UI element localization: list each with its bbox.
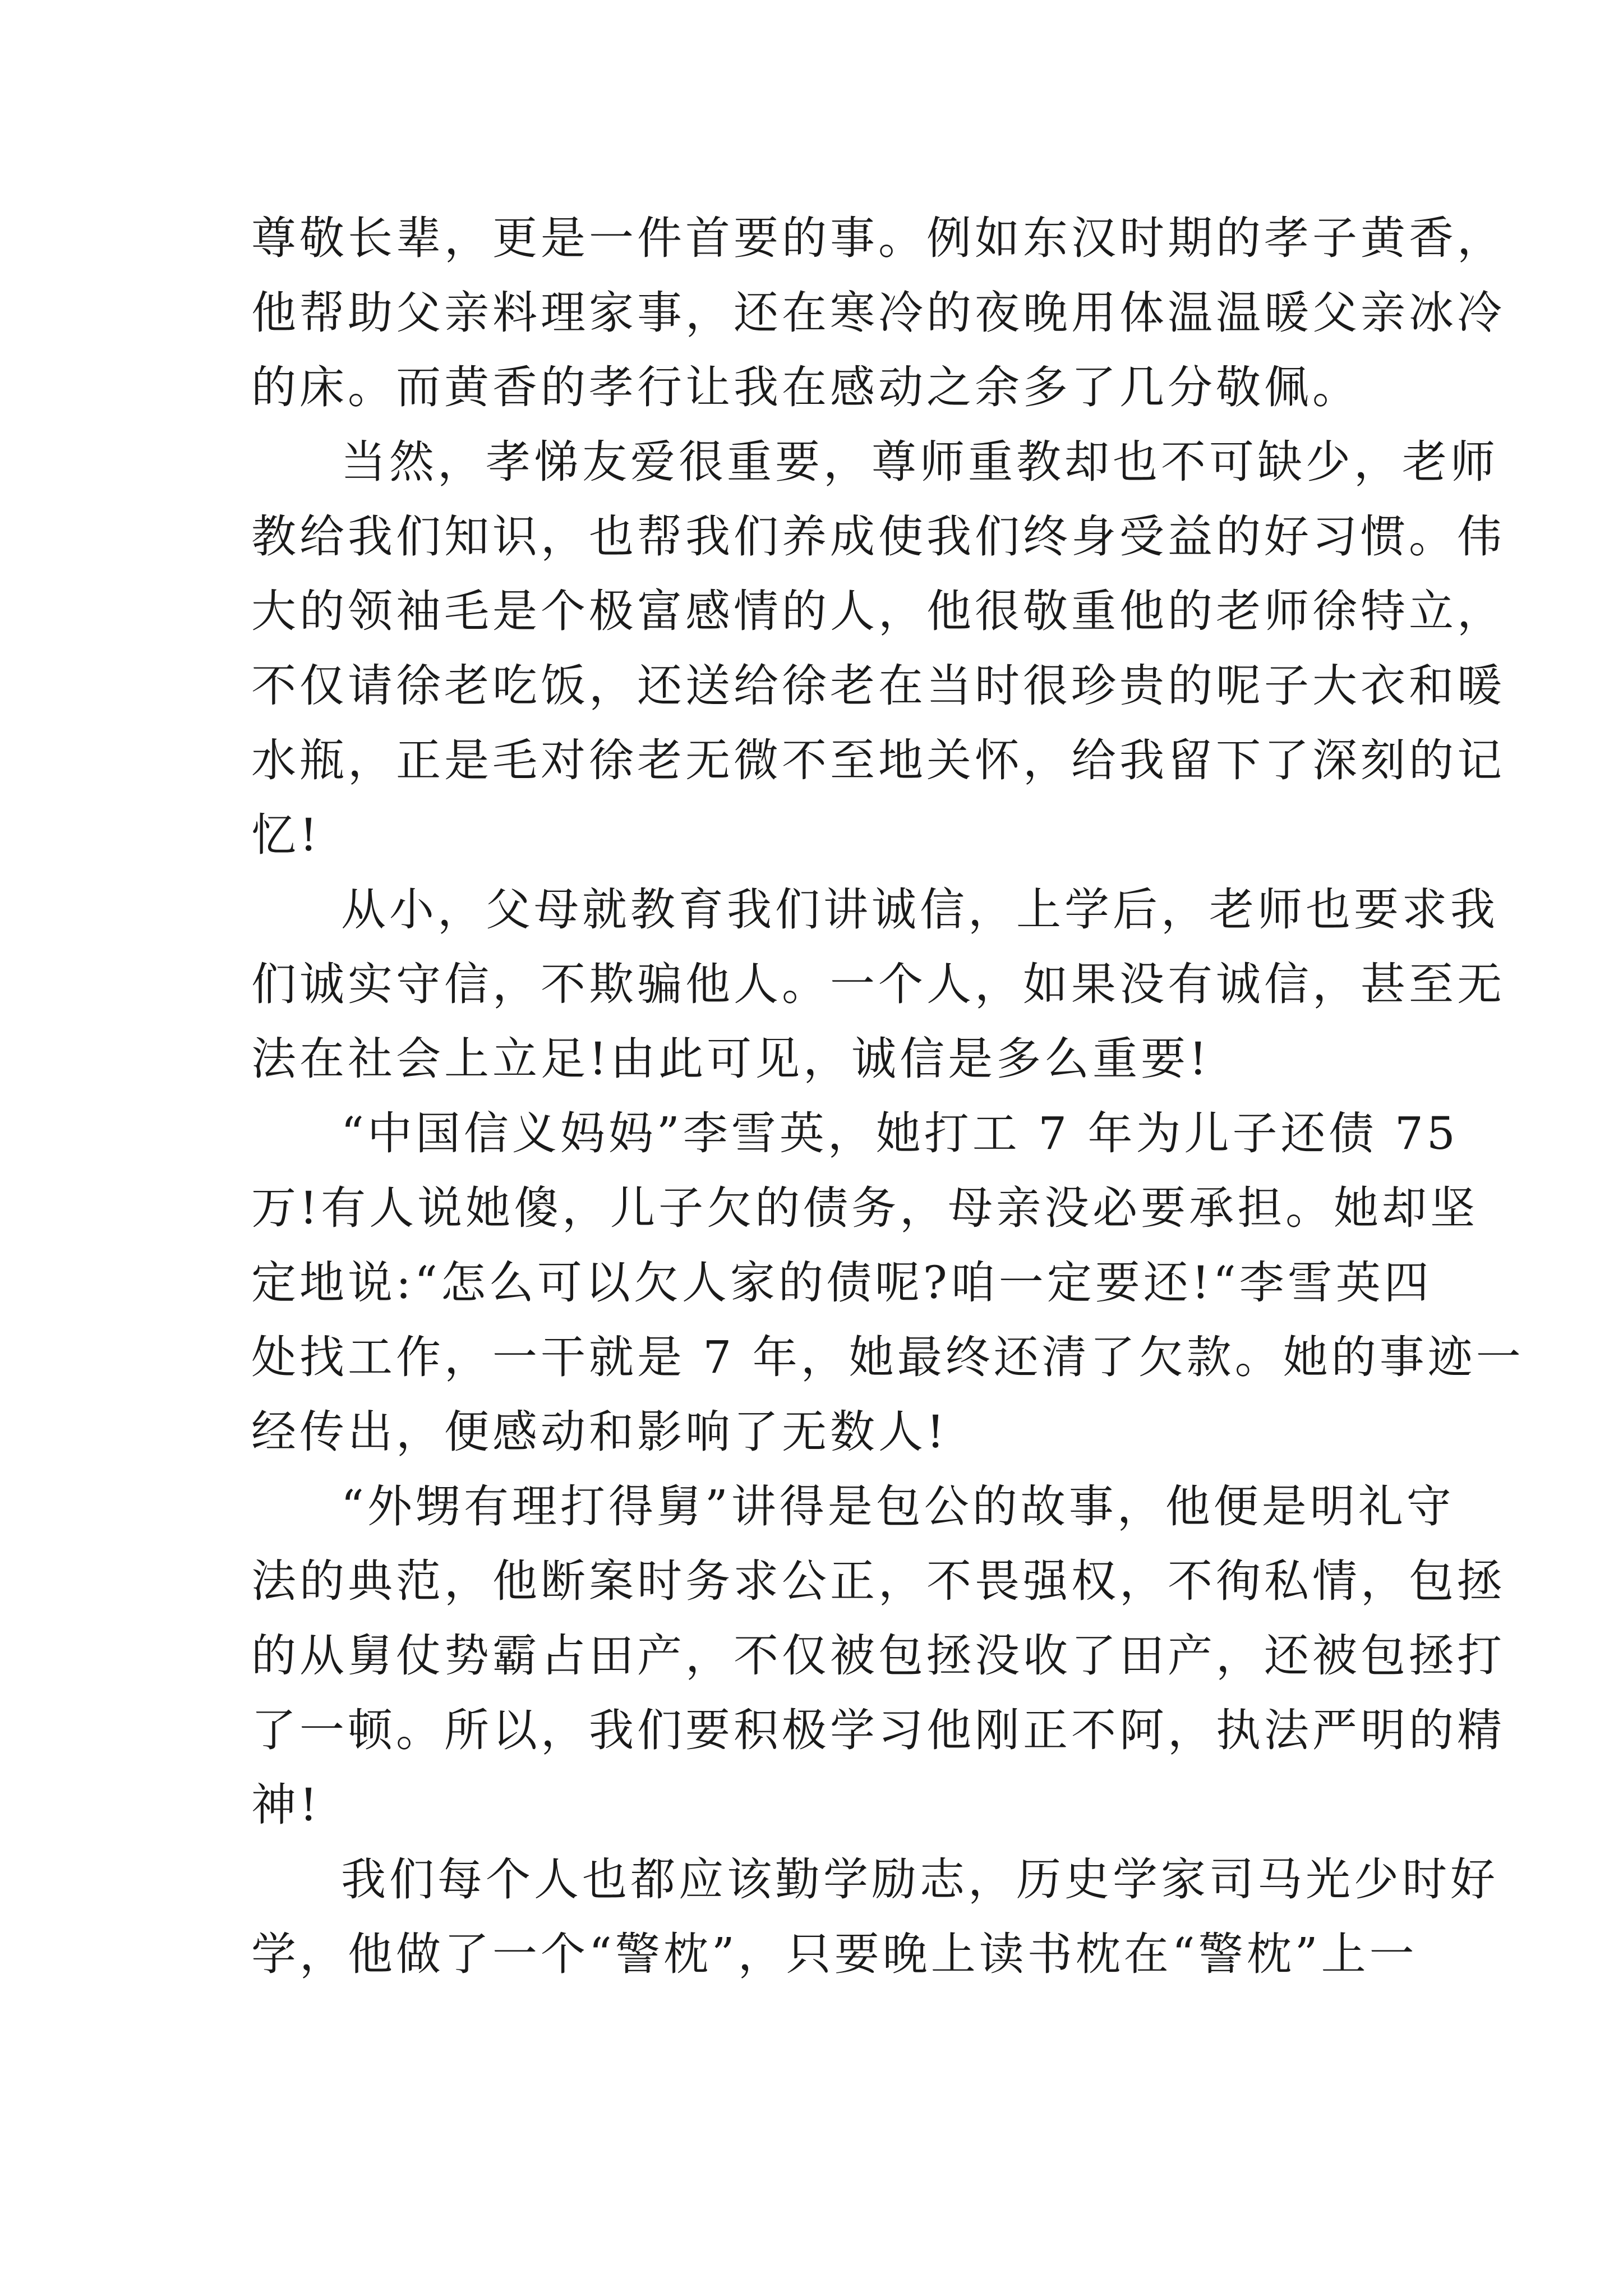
text-line: 了一顿。所以，我们要积极学习他刚正不阿，执法严明的精 <box>251 1704 1505 1756</box>
text-line: 他帮助父亲料理家事，还在寒冷的夜晚用体温温暖父亲冰冷 <box>251 287 1505 339</box>
text-line: 处找工作，一干就是 7 年，她最终还清了欠款。她的事迹一 <box>251 1331 1524 1383</box>
text-line: 万!有人说她傻，儿子欠的债务，母亲没必要承担。她却坚 <box>251 1182 1479 1234</box>
text-line: 法的典范，他断案时务求公正，不畏强权，不徇私情，包拯 <box>251 1555 1505 1607</box>
text-line: 经传出，便感动和影响了无数人! <box>251 1406 948 1458</box>
text-line: 的床。而黄香的孝行让我在感动之余多了几分敬佩。 <box>251 361 1361 413</box>
text-line: 尊敬长辈，更是一件首要的事。例如东汉时期的孝子黄香， <box>251 212 1505 264</box>
text-line: 当然，孝悌友爱很重要，尊师重教却也不可缺少，老师 <box>341 436 1498 488</box>
text-line: “中国信义妈妈”李雪英，她打工 7 年为儿子还债 75 <box>341 1107 1459 1159</box>
body-text <box>251 201 1524 1991</box>
text-line: 从小，父母就教育我们讲诚信，上学后，老师也要求我 <box>341 884 1498 936</box>
text-line: 忆! <box>251 809 321 861</box>
text-line: 不仅请徐老吃饭，还送给徐老在当时很珍贵的呢子大衣和暖 <box>251 660 1505 712</box>
text-line: “外甥有理打得舅”讲得是包公的故事，他便是明礼守 <box>341 1480 1455 1533</box>
text-line: 神! <box>251 1779 321 1831</box>
text-line: 的从舅仗势霸占田产，不仅被包拯没收了田产，还被包拯打 <box>251 1630 1505 1682</box>
text-line: 法在社会上立足!由此可见，诚信是多么重要! <box>251 1033 1211 1085</box>
text-line: 大的领袖毛是个极富感情的人，他很敬重他的老师徐特立， <box>251 585 1505 637</box>
text-line: 学，他做了一个“警枕”，只要晚上读书枕在“警枕”上一 <box>251 1928 1418 1980</box>
text-line: 水瓶，正是毛对徐老无微不至地关怀，给我留下了深刻的记 <box>251 734 1505 786</box>
text-line: 定地说:“怎么可以欠人家的债呢?咱一定要还!“李雪英四 <box>251 1257 1432 1309</box>
text-line: 教给我们知识，也帮我们养成使我们终身受益的好习惯。伟 <box>251 510 1505 563</box>
text-line: 们诚实守信，不欺骗他人。一个人，如果没有诚信，甚至无 <box>251 958 1505 1010</box>
text-line: 我们每个人也都应该勤学励志，历史学家司马光少时好 <box>341 1853 1498 1906</box>
